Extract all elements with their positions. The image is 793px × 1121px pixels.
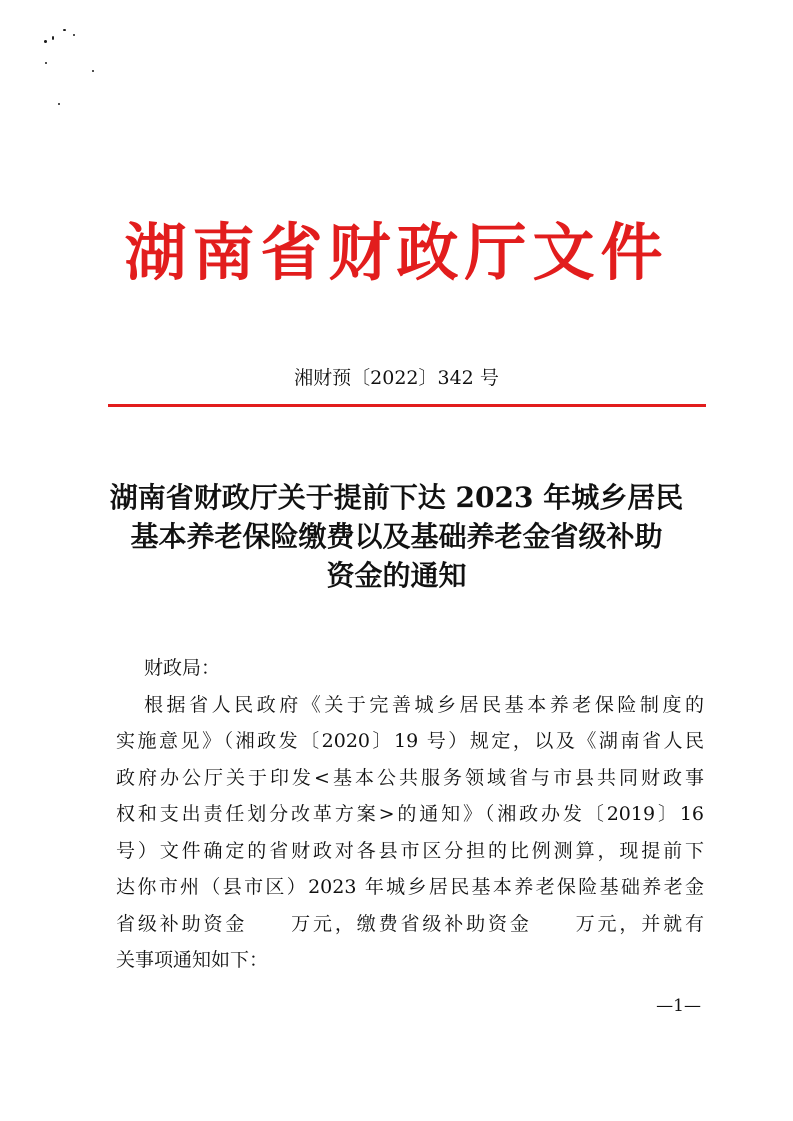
body-line: 号）文件确定的省财政对各县市区分担的比例测算，现提前下 bbox=[116, 839, 704, 862]
body-line: 省级补助资金 万元，缴费省级补助资金 万元，并就有 bbox=[116, 912, 704, 935]
document-body bbox=[116, 650, 704, 979]
body-line: 权和支出责任划分改革方案>的通知》（湘政办发〔2019〕16 bbox=[116, 803, 704, 825]
body-line: 根据省人民政府《关于完善城乡居民基本养老保险制度的 bbox=[144, 693, 704, 716]
document-number: 湘财预〔2022〕342 号 bbox=[294, 367, 499, 389]
document-title bbox=[90, 478, 703, 595]
body-line: 实施意见》（湘政发〔2020〕19 号）规定，以及《湖南省人民 bbox=[116, 730, 704, 752]
title-line: 基本养老保险缴费以及基础养老金省级补助 bbox=[130, 520, 663, 553]
body-line: 政府办公厅关于印发<基本公共服务领域省与市县共同财政事 bbox=[116, 766, 704, 789]
salutation: 财政局： bbox=[144, 657, 221, 679]
body-line: 达你市州（县市区）2023 年城乡居民基本养老保险基础养老金 bbox=[116, 876, 704, 898]
body-line: 关事项通知如下： bbox=[116, 949, 269, 971]
issuing-office-title: 湖南省财政厅文件 bbox=[124, 216, 669, 289]
title-line: 湖南省财政厅关于提前下达 2023 年城乡居民 bbox=[109, 481, 684, 514]
page-number: —1— bbox=[656, 996, 701, 1016]
title-line: 资金的通知 bbox=[326, 559, 467, 592]
red-divider-line bbox=[108, 404, 706, 407]
